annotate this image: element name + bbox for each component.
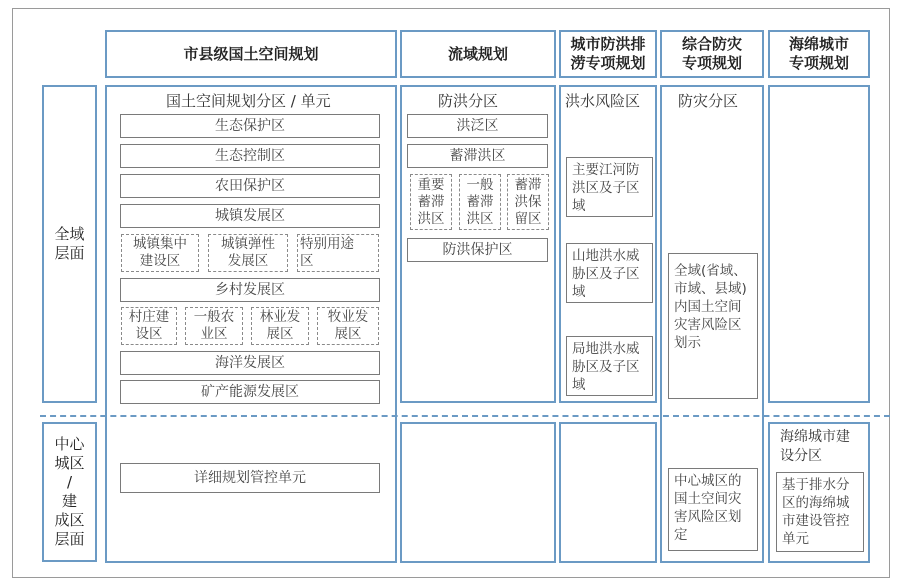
zone-flood-storage: 蓄滞洪区 [407,144,548,168]
header-text-line1: 综合防灾 [681,35,742,53]
risk-mountain-flood [566,243,653,303]
header-text-line1: 城市防洪排 [570,35,646,53]
sponge-text-line2: 区的海绵城 [782,495,850,511]
header-county-spatial-planning [105,30,397,78]
zone-urban-flexible [208,234,288,272]
risk-major-river-flood [566,157,653,217]
header-text: 流域规划 [447,44,508,63]
header-text-line2: 涝专项规划 [570,54,646,72]
risk-text-line1: 局地洪水威 [572,341,640,357]
zone-village-construction [121,307,177,345]
risk-text-line2: 胁区及子区 [572,359,640,375]
zone-urban-development: 城镇发展区 [120,204,380,228]
zone-text-line1: 牧业发 [327,309,369,325]
disaster-text-line5: 划示 [674,335,701,351]
header-text: 市县级国土空间规划 [183,44,319,63]
zone-text-line1: 村庄建 [128,309,170,325]
zone-text-line3: 洪区 [466,210,494,227]
zone-text-line2: 建设区 [139,253,181,269]
zone-flood-area: 洪泛区 [407,114,548,138]
risk-local-flood [566,336,653,396]
disaster-text-line3: 害风险区划 [674,509,742,525]
zone-text-line2: 蓄滞 [417,193,445,210]
header-disaster-prevention-planning [660,30,764,78]
zone-farmland-protection: 农田保护区 [120,174,380,198]
zone-reserve-storage [507,174,549,230]
row-label-line6: 层面 [54,530,85,548]
zone-forestry-development [251,307,309,345]
unit-detailed-planning-control: 详细规划管控单元 [120,463,380,493]
header-flood-drainage-planning [559,30,657,78]
zone-key-storage [410,174,452,230]
zone-text-line1: 重要 [417,176,445,193]
header-text-line2: 专项规划 [681,54,742,72]
col3-lower-container [559,422,657,563]
col5-container [768,85,870,403]
row-label-line3: / [66,473,73,491]
sponge-text-line3: 市建设管控 [782,513,850,529]
zone-text-line2: 蓄滞 [466,193,494,210]
zone-ocean-development: 海洋发展区 [120,351,380,375]
disaster-risk-central-urban [668,468,758,551]
zone-text-line2: 展区 [266,326,294,342]
zone-eco-control: 生态控制区 [120,144,380,168]
col2-title: 防洪分区 [438,92,499,110]
row-label-central-urban [42,422,97,562]
disaster-text-line2: 国土空间灾 [674,491,742,507]
zone-text-line3: 洪区 [417,210,445,227]
zone-text-line2: 区 [300,253,314,269]
zone-text-line1: 林业发 [259,309,301,325]
risk-text-line1: 主要江河防 [572,162,640,178]
header-text-line1: 海绵城市 [788,35,849,53]
zone-text-line2: 发展区 [227,253,269,269]
sponge-drainage-unit [776,472,864,552]
risk-text-line3: 域 [572,284,586,300]
header-sponge-city-planning [768,30,870,78]
zone-text-line3: 留区 [514,210,542,227]
zone-text-line1: 一般 [466,176,494,193]
risk-text-line3: 域 [572,198,586,214]
zone-urban-concentrated [121,234,199,272]
zone-text-line2: 洪保 [514,193,542,210]
zone-eco-protection: 生态保护区 [120,114,380,138]
zone-general-storage [459,174,501,230]
zone-text-line1: 一般农 [193,309,235,325]
zone-text-line2: 业区 [200,326,228,342]
zone-rural-development: 乡村发展区 [120,278,380,302]
zone-text-line2: 设区 [135,326,163,342]
zone-mineral-energy: 矿产能源发展区 [120,380,380,404]
col5-title-line2: 设分区 [780,448,822,464]
disaster-text-line1: 全域(省域、 [674,263,747,279]
col5-title-line1: 海绵城市建 [780,429,850,445]
zone-general-agriculture [185,307,243,345]
zone-text-line1: 蓄滞 [514,176,542,193]
row-label-line5: 成区 [54,511,85,529]
disaster-text-line4: 定 [674,527,688,543]
risk-text-line1: 山地洪水威 [572,248,640,264]
disaster-text-line1: 中心城区的 [674,473,742,489]
zone-flood-protection: 防洪保护区 [407,238,548,262]
zone-text-line1: 特别用途 [300,236,354,252]
row-label-line2: 城区 [54,454,85,472]
zone-text-line1: 城镇弹性 [221,236,275,252]
risk-text-line2: 胁区及子区 [572,266,640,282]
level-divider [40,415,890,417]
row-label-line1: 全域 [54,225,85,243]
header-watershed-planning [400,30,556,78]
col1-title: 国土空间规划分区 / 单元 [166,92,331,110]
row-label-line4: 建 [61,492,77,510]
header-text-line2: 专项规划 [788,54,849,72]
col5-title [780,428,850,466]
zone-special-use [297,234,379,272]
disaster-text-line2: 市域、县域) [674,281,747,297]
sponge-text-line1: 基于排水分 [782,477,850,493]
sponge-text-line4: 单元 [782,531,809,547]
zone-text-line2: 展区 [334,326,362,342]
row-label-line1: 中心 [54,435,85,453]
col3-title: 洪水风险区 [565,92,641,110]
row-label-whole-region [42,85,97,403]
zone-pasture-development [317,307,379,345]
col4-title: 防灾分区 [678,92,739,110]
disaster-text-line4: 灾害风险区 [674,317,742,333]
risk-text-line2: 洪区及子区 [572,180,640,196]
disaster-risk-whole-region [668,253,758,399]
disaster-text-line3: 内国土空间 [674,299,742,315]
col2-lower-container [400,422,556,563]
zone-text-line1: 城镇集中 [133,236,187,252]
row-label-line2: 层面 [54,244,85,262]
risk-text-line3: 域 [572,377,586,393]
